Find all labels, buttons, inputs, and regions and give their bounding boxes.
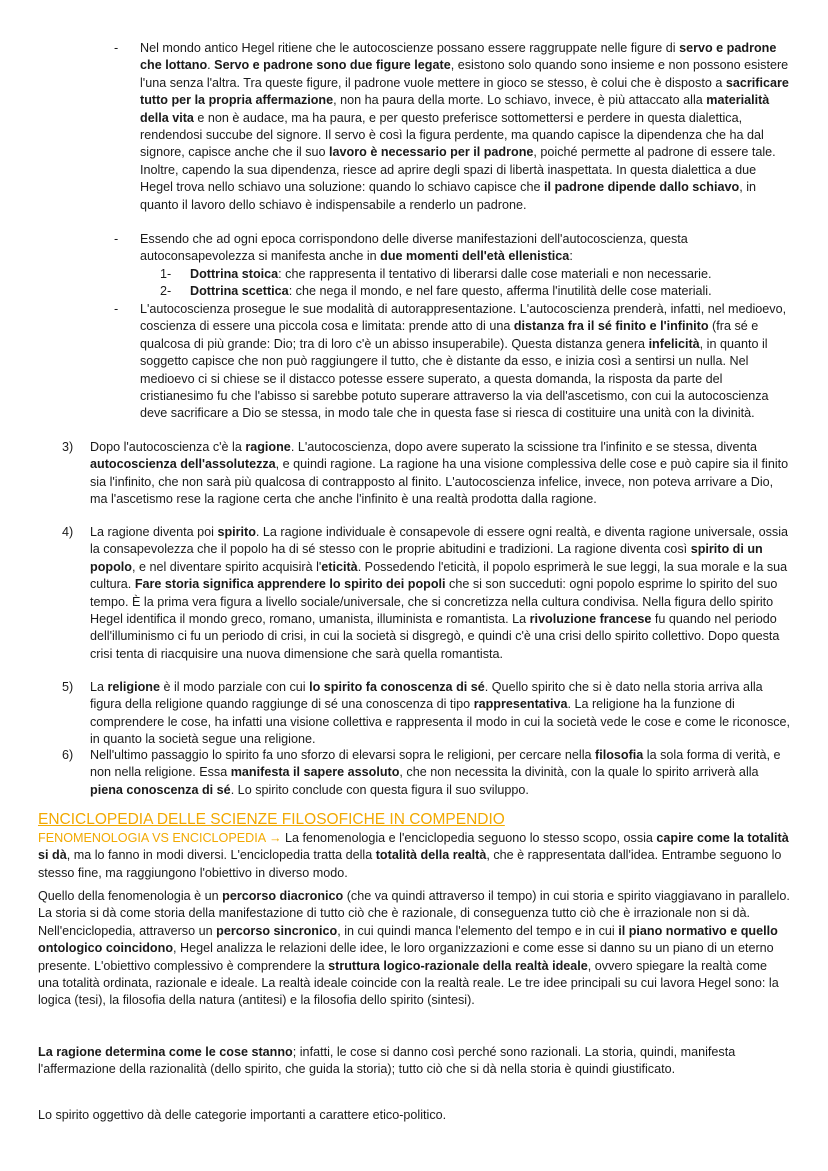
bold-text: capire come la totalità si dà — [38, 831, 789, 863]
text-run: : che nega il mondo, e nel fare questo, afferma l'inutilità delle cose materiali. — [288, 284, 712, 298]
text-run: . La religione ha la funzione di comprendere le cose, ha infatti una visione collettiva e rappresenta il modo in cui la società vede le cose e come le riconosce, in quanto la società segue una religione. — [90, 697, 791, 747]
bold-text: Servo e padrone sono due figure legate — [214, 58, 451, 73]
bold-text: Fare storia significa apprendere lo spirito dei popoli — [134, 577, 446, 592]
bold-text: ragione — [245, 440, 291, 454]
bold-text: il piano normativo e quello ontologico coincidono — [38, 923, 778, 956]
text-run: . Lo spirito conclude con questa figura il suo sviluppo. — [230, 782, 529, 797]
text-run: , ovvero spiegare la realtà come una totalità ordinata, razionale e ideale. La realtà ideale coincide con la realtà reale. Le tre idee principali su cui lavora Hegel sono: la logica (tesi), la filosofia della natura (antitesi) e la filosofia dello spirito (sintesi). — [38, 958, 779, 1008]
text-run: e non è audace, ma ha paura, e per questo preferisce sottomettersi e perdere in questa dialettica, rendendosi succube del signore. Il servo è così la figura perdente, ma quando capisce la dipendenza che ha dal signore, capisce anche che il suo — [140, 110, 764, 160]
item-number: 6) — [62, 748, 74, 762]
bold-text: servo e padrone che lottano — [140, 41, 777, 73]
text-run: . La ragione individuale è consapevole di essere ogni realtà, e diventa ragione universale, ossia la consapevolezza che il popolo ha di sé stesso con le proprie abitudini e tradizioni. La ragione diventa così — [90, 525, 789, 557]
section-title-text: ENCICLOPEDIA DELLE SCIENZE FILOSOFICHE IN COMPENDIO — [38, 811, 505, 828]
bold-text: sacrificare tutto per la propria affermazione — [140, 75, 789, 108]
bold-text: infelicità — [648, 336, 700, 351]
paragraph-ragione — [38, 1044, 790, 1079]
num-item-text — [90, 679, 792, 749]
bold-text: distanza fra il sé finito e l'infinito — [513, 319, 709, 334]
bold-text: spirito — [217, 525, 256, 539]
dash-bullet: - — [114, 302, 119, 316]
text-run: . L'autocoscienza, dopo avere superato la scissione tra l'infinito e se stessa, diventa — [290, 440, 757, 454]
paragraph-comparison — [38, 830, 790, 882]
dash-item-text — [140, 231, 790, 266]
text-run: : che rappresenta il tentativo di liberarsi dalle cose materiali e non necessarie. — [278, 267, 712, 281]
sub-item-number: 1- — [160, 267, 172, 281]
text-run: , e nel diventare spirito acquisirà l' — [131, 559, 322, 574]
dash-bullet: - — [114, 41, 119, 55]
bold-text: lo spirito fa conoscenza di sé — [309, 680, 485, 694]
bold-text: Dottrina scettica — [190, 284, 289, 298]
num-item-text — [90, 524, 792, 663]
text-run: , poiché permette al padrone di essere tale. Inoltre, capendo la sua dipendenza, riesce ad aprire degli spazi di libertà inaspettata. In questa dialettica a due Hegel trova nello schiavo una soluzione: quando lo schiavo capisce che — [140, 145, 776, 195]
text-run: . Possedendo l'eticità, il popolo esprimerà le sue leggi, la sua morale e la sua cultura. — [90, 559, 788, 592]
text-run: la sola forma di verità, e non nella religione. Essa — [90, 748, 781, 780]
accent-heading: FENOMENOLOGIA VS ENCICLOPEDIA → — [38, 831, 286, 845]
text-run: , Hegel analizza le relazioni delle idee, le loro organizzazioni e come esse si danno su un piano di un eterno presente. L'obiettivo complessivo è comprendere la — [38, 941, 774, 973]
dash-bullet: - — [114, 232, 119, 246]
bold-text: filosofia — [595, 748, 644, 762]
text-run: ; infatti, le cose si danno così perché sono razionali. La storia, quindi, manifesta l'affermazione della razionalità (dello spirito, che guida la storia); tutto ciò che si dà nella storia è quindi giustificato. — [38, 1045, 736, 1077]
text-run: , che è rappresentata dall'idea. Entrambe seguono lo stesso fine, ma raggiungono l'obiettivo in diverso modo. — [38, 848, 782, 880]
text-run: Nel mondo antico Hegel ritiene che le autocoscienze possano essere raggruppate nelle figure di — [140, 41, 680, 55]
text-run: (che va quindi attraverso il tempo) in cui storia e spirito viaggiavano in parallelo. La storia si dà come storia della manifestazione di tutto ciò che è razionale, di conseguenza tutto ciò che è irrazionale non si dà. Nell'enciclopedia, attraverso un — [38, 889, 790, 938]
num-item-text — [90, 747, 792, 799]
text-run: , in cui quindi manca l'elemento del tempo e in cui — [337, 923, 619, 938]
text-run: Lo spirito oggettivo dà delle categorie importanti a carattere etico-politico. — [38, 1108, 447, 1122]
bold-text: due momenti dell'età ellenistica — [380, 249, 570, 264]
text-run: , esistono solo quando sono insieme e non possono esistere l'una senza l'altra. Tra queste figure, il padrone vuole mettere in gioco se stesso, è colui che è disposto a — [140, 58, 789, 90]
text-run: . — [207, 58, 215, 73]
paragraph-text — [38, 830, 790, 882]
paragraph-text — [38, 1044, 790, 1079]
text-run: La ragione diventa poi — [90, 525, 218, 539]
bold-text: eticità — [321, 559, 358, 574]
bold-text: struttura logico-razionale della realtà ideale — [328, 958, 588, 973]
bold-text: rappresentativa — [473, 697, 568, 712]
bold-text: Dottrina stoica — [190, 267, 279, 281]
text-run: , che non necessita la divinità, con la quale lo spirito arriverà alla — [399, 765, 759, 780]
paragraph-text — [38, 1107, 790, 1124]
bold-text: percorso diacronico — [222, 889, 344, 903]
text-run: fu quando nel periodo dell'illuminismo ci fu un periodo di crisi, in cui la società si disgregò, e quindi c'è una crisi dello spirito collettivo. Dopo questa crisi tenta di riacquisire una nuova dimensione che sarà quella romantista. — [90, 612, 780, 661]
paragraph-diacronico — [38, 888, 790, 1010]
item-number: 5) — [62, 680, 74, 694]
bold-text: rivoluzione francese — [529, 612, 652, 627]
bold-text: percorso sincronico — [216, 923, 338, 938]
bold-text: spirito di un popolo — [90, 542, 763, 574]
text-run: , non ha paura della morte. Lo schiavo, invece, è più attaccato alla — [333, 93, 707, 108]
paragraph-text — [38, 888, 790, 1010]
text-run: che si son succeduti: ogni popolo esprime lo spirito del suo tempo. È la prima vera figura a livello sociale/universale, che si concretizza nella cultura condivisa. Nella figura dello spirito Hegel identifica il mondo greco, romano, umanista, illuminista e romantista. La — [90, 577, 778, 627]
text-run: (fra sé e qualcosa di più grande: Dio; tra di loro c'è un abisso insuperabile). Questa distanza genera — [140, 319, 759, 351]
text-run: La — [90, 680, 108, 694]
sub-item-text — [190, 283, 800, 300]
bold-text: totalità della realtà — [375, 848, 487, 863]
sub-item-number: 2- — [160, 284, 172, 298]
bold-text: La ragione determina come le cose stanno — [38, 1045, 293, 1059]
bold-text: manifesta il sapere assoluto — [230, 765, 400, 780]
text-run: : — [569, 249, 573, 264]
text-run: , ma lo fanno in modi diversi. L'enciclopedia tratta della — [66, 848, 376, 863]
dash-item-text — [140, 40, 790, 214]
sub-item-text — [190, 266, 800, 283]
text-run: , in quanto il lavoro dello schiavo è indispensabile a renderlo un padrone. — [140, 180, 757, 212]
bold-text: materialità della vita — [140, 93, 770, 125]
bold-text: piena conoscenza di sé — [90, 782, 231, 797]
text-run: , in quanto il soggetto capisce che non può raggiungere il tutto, che è distante da esso, e inizia così a sentirsi un nulla. Nel medioevo ci si chiese se il distacco potesse essere superato, a questa domanda, la risposta da parte del cristianesimo fu che l'abisso si sarebbe potuto superare attraverso la via dell'ascetismo, con cui la autocoscienza deve sacrificare a Dio se stessa, in modo tale che in questa fase si riesca di costituire una unità con la divinità. — [140, 336, 769, 421]
text-run: La fenomenologia e l'enciclopedia seguono lo stesso scopo, ossia — [285, 831, 657, 845]
bold-text: religione — [107, 680, 160, 694]
paragraph-spirito-oggettivo — [38, 1107, 790, 1124]
item-number: 3) — [62, 440, 74, 454]
bold-text: autocoscienza dell'assolutezza — [90, 457, 276, 472]
text-run: è il modo parziale con cui — [160, 680, 310, 694]
text-run: Quello della fenomenologia è un — [38, 889, 223, 903]
text-run: Nell'ultimo passaggio lo spirito fa uno sforzo di elevarsi sopra le religioni, per cercare nella — [90, 748, 596, 762]
item-number: 4) — [62, 525, 74, 539]
dash-item-text — [140, 301, 790, 423]
text-run: . Quello spirito che si è dato nella storia arriva alla figura della religione quando raggiunge di sé una conoscenza di tipo — [90, 680, 763, 712]
num-item-text — [90, 439, 792, 509]
text-run: Dopo l'autocoscienza c'è la — [90, 440, 246, 454]
bold-text: il padrone dipende dallo schiavo — [543, 180, 740, 195]
text-run: L'autocoscienza prosegue le sue modalità di autorappresentazione. L'autocoscienza prenderà, infatti, nel medioevo, coscienza di essere una piccola cosa e limitata: prende atto di una — [140, 302, 787, 334]
text-run: , e quindi ragione. La ragione ha una visione complessiva delle cose e può capire sia il finito sia l'infinito, che non sarà più qualcosa di contrapposto al finito. L'autocoscienza infelice, invece, non poteva arrivare a Dio, ma l'ascetismo rese la ragione certa che anche l'infinito è una realtà prodotta dalla ragione. — [90, 457, 789, 507]
text-run: Essendo che ad ogni epoca corrispondono delle diverse manifestazioni dell'autocoscienza, questa autoconsapevolezza si manifesta anche in — [140, 232, 688, 264]
section-title — [38, 810, 790, 829]
bold-text: lavoro è necessario per il padrone — [329, 145, 534, 160]
